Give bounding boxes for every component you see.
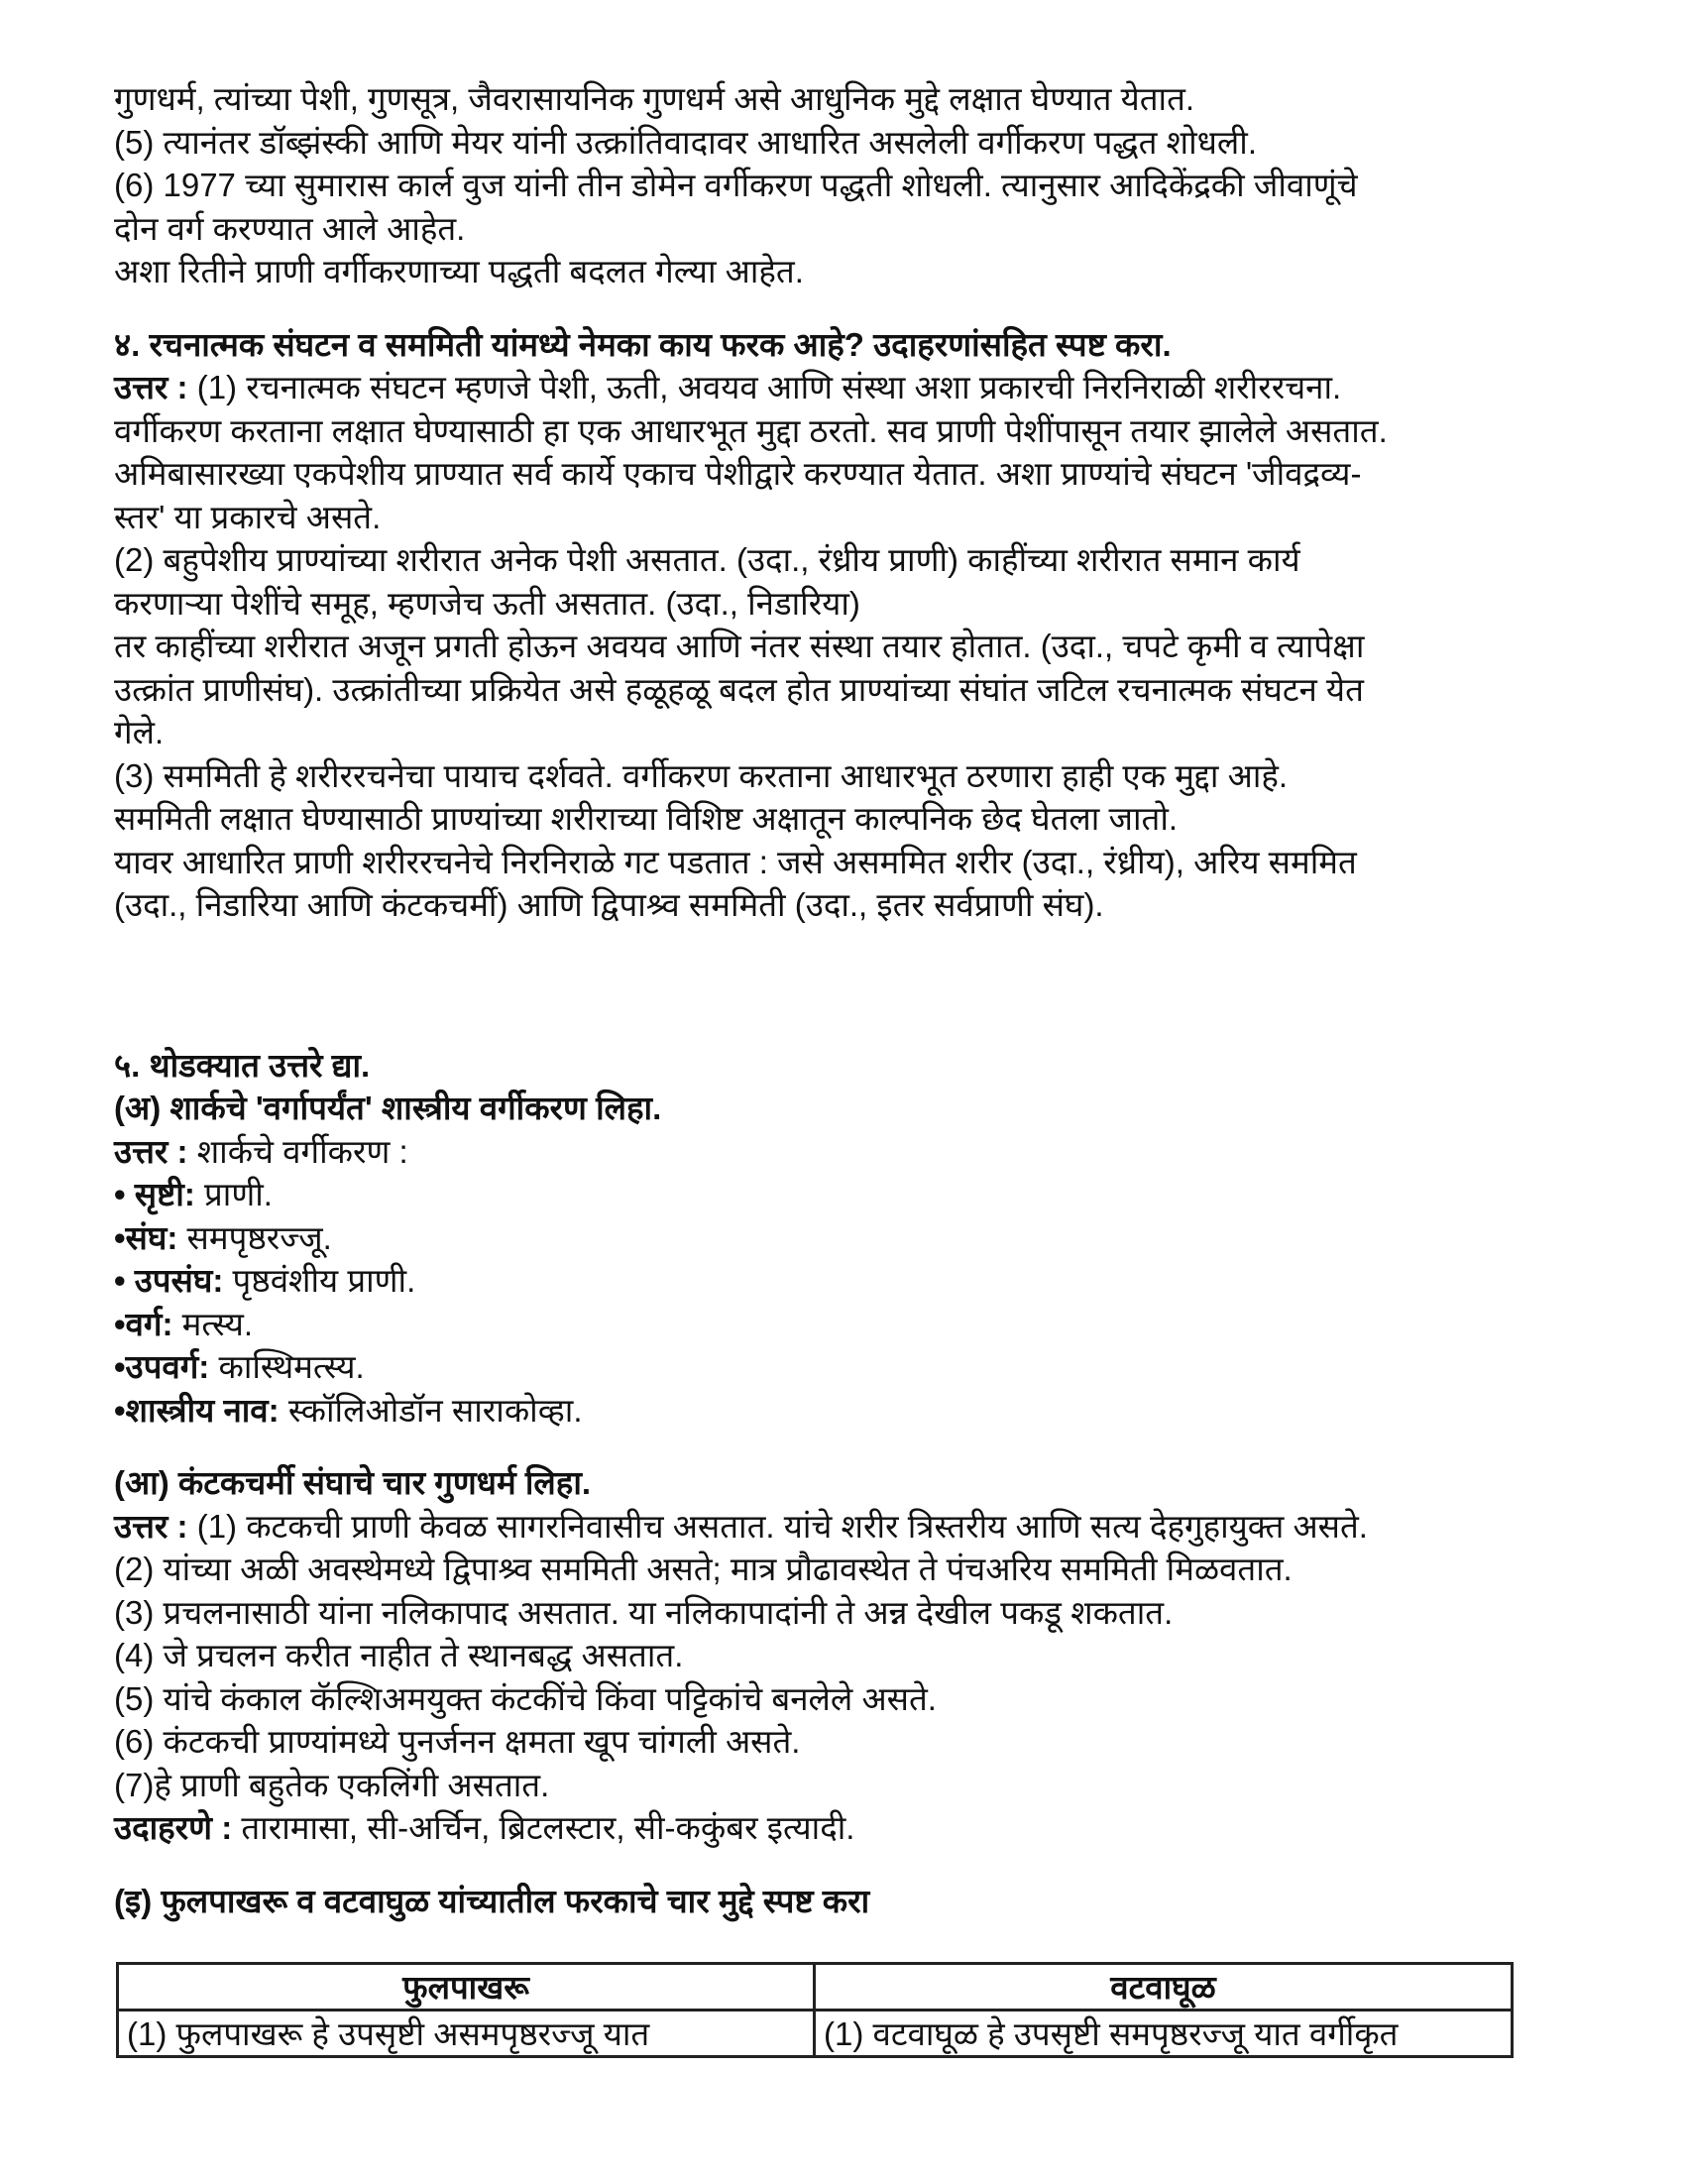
- answer-text: (1) रचनात्मक संघटन म्हणजे पेशी, ऊती, अवयव आणि संस्था अशा प्रकारची निरनिराळी शरीररचना.: [187, 369, 1342, 405]
- classification-item: [114, 1303, 1591, 1346]
- answer-text: शार्कचे वर्गीकरण :: [187, 1132, 408, 1170]
- examples-line: [114, 1806, 1591, 1850]
- classification-value: स्कॉलिओडॉन साराकोव्हा.: [279, 1391, 583, 1429]
- text-line: (3) सममिती हे शरीररचनेचा पायाच दर्शवते. वर्गीकरण करताना आधारभूत ठरणारा हाही एक मुद्दा आहे.: [114, 756, 1289, 794]
- text-line: वर्गीकरण करताना लक्षात घेण्यासाठी हा एक आधारभूत मुद्दा ठरतो. सव प्राणी पेशींपासून तयार झालेले असतात.: [114, 411, 1388, 449]
- table-header-bat: वटवाघूळ: [815, 1964, 1513, 2011]
- question-5i: [114, 1880, 1591, 2059]
- classification-label: •संघ:: [114, 1218, 178, 1256]
- classification-label: •उपवर्ग:: [114, 1348, 210, 1385]
- text-line: सममिती लक्षात घेण्यासाठी प्राण्यांच्या शरीराच्या विशिष्ट अक्षातून काल्पनिक छेद घेतला जातो.: [114, 800, 1179, 837]
- classification-value: प्राणी.: [194, 1176, 273, 1212]
- text-line: स्तर' या प्रकारचे असते.: [114, 498, 382, 535]
- classification-item: [114, 1216, 1591, 1260]
- answer-label: उत्तर :: [114, 1507, 188, 1545]
- text-line: गुणधर्म, त्यांच्या पेशी, गुणसूत्र, जैवरासायनिक गुणधर्म असे आधुनिक मुद्दे लक्षात घेण्यात येतात.: [114, 80, 1195, 117]
- comparison-table: [116, 1962, 1514, 2058]
- text-line: उत्क्रांत प्राणीसंघ). उत्क्रांतीच्या प्रक्रियेत असे हळूहळू बदल होत प्राण्यांच्या संघांत जटिल रचनात्मक संघटन येत: [114, 670, 1364, 708]
- text-line: (6) कंटकची प्राण्यांमध्ये पुनर्जनन क्षमता खूप चांगली असते.: [114, 1723, 801, 1760]
- table-cell: (1) फुलपाखरू हे उपसृष्टी असमपृष्ठरज्जू यात: [118, 2011, 815, 2057]
- text-line: (5) यांचे कंकाल कॅल्शिअमयुक्त कंटकींचे किंवा पट्टिकांचे बनलेले असते.: [114, 1679, 937, 1717]
- question-5aa-heading: (आ) कंटकचर्मी संघाचे चार गुणधर्म लिहा.: [114, 1464, 592, 1501]
- text-line: (2) बहुपेशीय प्राण्यांच्या शरीरात अनेक पेशी असतात. (उदा., रंध्रीय प्राणी) काहींच्या शरीरात समान कार्य: [114, 541, 1300, 578]
- text-line: तर काहींच्या शरीरात अजून प्रगती होऊन अवयव आणि नंतर संस्था तयार होतात. (उदा., चपटे कृमी व त्यापेक्षा: [114, 628, 1365, 664]
- classification-label: •शास्त्रीय नाव:: [114, 1391, 280, 1429]
- text-line: अशा रितीने प्राणी वर्गीकरणाच्या पद्धती बदलत गेल्या आहेत.: [114, 253, 804, 289]
- text-line: (2) यांच्या अळी अवस्थेमध्ये द्विपाश्र्व सममिती असते; मात्र प्रौढावस्थेत ते पंचअरिय सममिती मिळवतात.: [114, 1551, 1293, 1587]
- text-line: गेले.: [114, 714, 165, 750]
- text-line: अमिबासारख्या एकपेशीय प्राण्यात सर्व कार्ये एकाच पेशीद्वारे करण्यात येतात. अशा प्राण्यांचे संघटन 'जीवद्रव्य-: [114, 455, 1362, 492]
- answer-label: उत्तर :: [114, 369, 188, 405]
- text-line: दोन वर्ग करण्यात आले आहेत.: [114, 209, 466, 247]
- classification-item: [114, 1389, 1591, 1433]
- classification-value: समपृष्ठरज्जू.: [177, 1218, 332, 1256]
- question-5-heading: ५. थोडक्यात उत्तरे द्या.: [114, 1046, 371, 1084]
- question-5a: [114, 1087, 1591, 1432]
- classification-item: [114, 1173, 1591, 1216]
- classification-label: • उपसंघ:: [114, 1262, 224, 1299]
- classification-value: मत्स्य.: [172, 1305, 254, 1342]
- text-line: (7)हे प्राणी बहुतेक एकलिंगी असतात.: [114, 1766, 550, 1803]
- text-line: (उदा., निडारिया आणि कंटकचर्मी) आणि द्विपाश्र्व सममिती (उदा., इतर सर्वप्राणी संघ).: [114, 886, 1104, 923]
- table-header-row: [118, 1964, 1513, 2011]
- text-line: (4) जे प्रचलन करीत नाहीत ते स्थानबद्ध असतात.: [114, 1637, 684, 1673]
- question-4-heading: ४. रचनात्मक संघटन व सममिती यांमध्ये नेमका काय फरक आहे? उदाहरणांसहित स्पष्ट करा.: [114, 325, 1172, 363]
- text-line: करणाऱ्या पेशींचे समूह, म्हणजेच ऊती असतात. (उदा., निडारिया): [114, 584, 860, 622]
- answer-text: (1) कटकची प्राणी केवळ सागरनिवासीच असतात. यांचे शरीर त्रिस्तरीय आणि सत्य देहगुहायुक्त असते.: [187, 1507, 1368, 1545]
- classification-value: पृष्ठवंशीय प्राणी.: [223, 1262, 416, 1299]
- document-page: [114, 77, 1591, 2058]
- classification-label: •वर्ग:: [114, 1305, 173, 1342]
- question-5i-heading: (इ) फुलपाखरू व वटवाघुळ यांच्यातील फरकाचे चार मुद्दे स्पष्ट करा: [114, 1882, 870, 1919]
- table-cell: (1) वटवाघूळ हे उपसृष्टी समपृष्ठरज्जू यात वर्गीकृत: [815, 2011, 1513, 2057]
- answer-first-line: [114, 366, 1591, 409]
- classification-label: • सृष्टी:: [114, 1176, 195, 1212]
- question-5aa: [114, 1461, 1591, 1850]
- classification-item: [114, 1345, 1591, 1389]
- question-4-section: [114, 323, 1591, 927]
- question-5-section: [114, 1044, 1591, 2059]
- table-row: [118, 2011, 1513, 2057]
- examples-label: उदाहरणे :: [114, 1809, 233, 1846]
- text-line: (5) त्यानंतर डॉब्झंस्की आणि मेयर यांनी उत्क्रांतिवादावर आधारित असलेली वर्गीकरण पद्धत शोधली.: [114, 123, 1258, 161]
- classification-item: [114, 1259, 1591, 1303]
- text-line: यावर आधारित प्राणी शरीररचनेचे निरनिराळे गट पडतात : जसे असममित शरीर (उदा., रंध्रीय), अरिय सममित: [114, 843, 1357, 880]
- intro-section: [114, 77, 1591, 293]
- table-header-butterfly: फुलपाखरू: [118, 1964, 815, 2011]
- examples-text: तारामासा, सी-अर्चिन, ब्रिटलस्टार, सी-ककुंबर इत्यादी.: [232, 1809, 855, 1846]
- answer-first-line: [114, 1130, 1591, 1174]
- text-line: (3) प्रचलनासाठी यांना नलिकापाद असतात. या नलिकापादांनी ते अन्न देखील पकडू शकतात.: [114, 1593, 1174, 1631]
- answer-label: उत्तर :: [114, 1132, 188, 1170]
- classification-value: कास्थिमत्स्य.: [209, 1348, 365, 1385]
- answer-first-line: [114, 1505, 1591, 1549]
- text-line: (6) 1977 च्या सुमारास कार्ल वुज यांनी तीन डोमेन वर्गीकरण पद्धती शोधली. त्यानुसार आदिकेंद्रकी जीवाणूंचे: [114, 167, 1358, 203]
- question-5a-heading: (अ) शार्कचे 'वर्गापर्यंत' शास्त्रीय वर्गीकरण लिहा.: [114, 1090, 662, 1126]
